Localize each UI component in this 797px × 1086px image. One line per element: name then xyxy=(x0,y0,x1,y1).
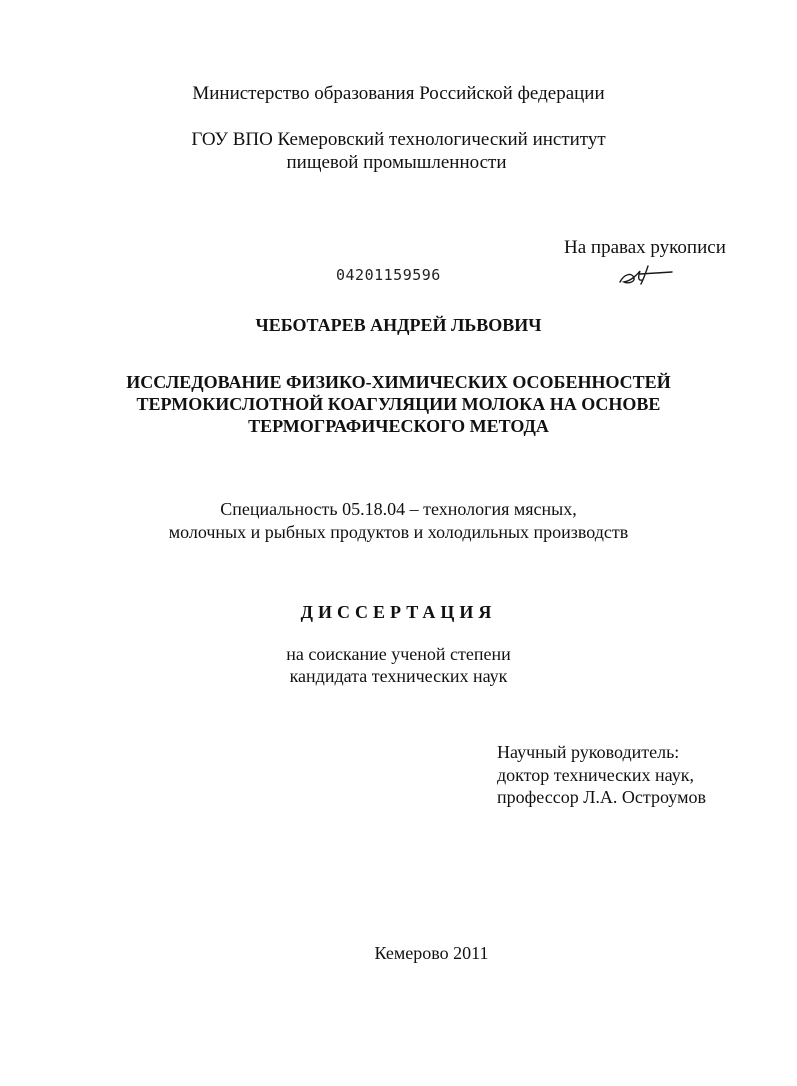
author-name: ЧЕБОТАРЕВ АНДРЕЙ ЛЬВОВИЧ xyxy=(255,315,542,335)
institute-name-line1: ГОУ ВПО Кемеровский технологический институт xyxy=(191,129,606,150)
degree-line1: на соискание ученой степени xyxy=(286,644,511,664)
institute-name-line2: пищевой промышленности xyxy=(286,152,507,173)
thesis-title-line2: ТЕРМОКИСЛОТНОЙ КОАГУЛЯЦИИ МОЛОКА НА ОСНОВЕ xyxy=(136,394,661,414)
supervisor-label: Научный руководитель: xyxy=(497,742,680,762)
supervisor-name: профессор Л.А. Остроумов xyxy=(497,787,706,807)
ministry-title: Министерство образования Российской федерации xyxy=(192,83,605,104)
city-year: Кемерово 2011 xyxy=(374,943,489,963)
thesis-title-line3: ТЕРМОГРАФИЧЕСКОГО МЕТОДА xyxy=(248,416,549,436)
degree-line2: кандидата технических наук xyxy=(289,666,508,686)
manuscript-rights-label: На правах рукописи xyxy=(564,237,726,258)
specialty-line2: молочных и рыбных продуктов и холодильных производств xyxy=(168,522,629,542)
specialty-line1: Специальность 05.18.04 – технология мясных, xyxy=(220,499,577,519)
signature-icon xyxy=(614,262,676,290)
supervisor-degree: доктор технических наук, xyxy=(497,765,694,785)
thesis-title-line1: ИССЛЕДОВАНИЕ ФИЗИКО-ХИМИЧЕСКИХ ОСОБЕННОСТЕЙ xyxy=(126,372,671,392)
document-code: 04201159596 xyxy=(336,266,441,284)
dissertation-heading: ДИССЕРТАЦИЯ xyxy=(300,602,497,622)
